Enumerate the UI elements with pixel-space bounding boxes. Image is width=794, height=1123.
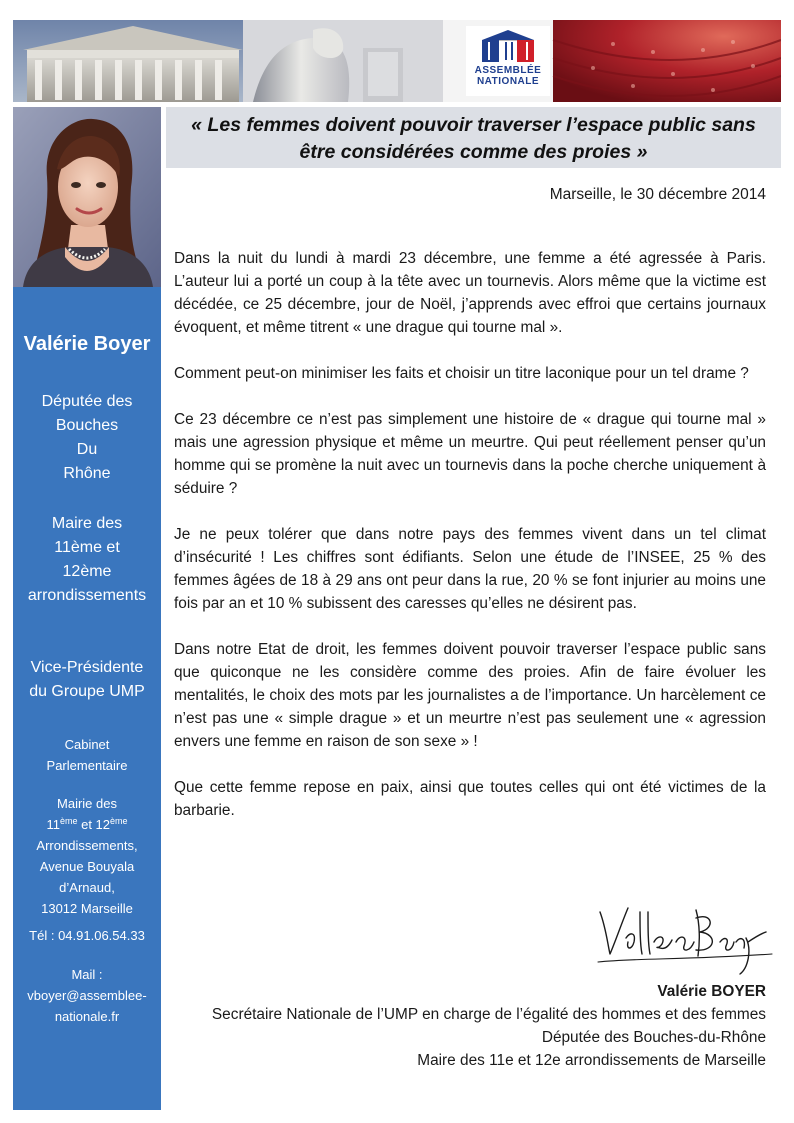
paragraph: Dans notre Etat de droit, les femmes doivent pouvoir traverser l’espace public sans que quiconque ne les considère comme des proies. Afin de faire évoluer les mentalités, le choix des mots par les journalistes a de l’importance. Un harcèlement ce n’est pas une « simple drague » et un meurtre n’est pas seulement une « agression envers une femme en raison de son sexe » ! bbox=[174, 641, 766, 750]
banner-photo-collage bbox=[13, 20, 781, 102]
signer-title: Députée des Bouches-du-Rhône bbox=[541, 1029, 766, 1046]
address-number: et 12 bbox=[77, 817, 111, 832]
letter-body bbox=[174, 247, 766, 845]
assemblee-emblem-icon bbox=[482, 30, 534, 62]
superscript: ème bbox=[110, 816, 128, 826]
sidebar-phone: Tél : 04.91.06.54.33 bbox=[29, 928, 145, 943]
headline-line1: « Les femmes doivent pouvoir traverser l’espace public sans bbox=[191, 114, 756, 136]
address-line: 13012 Marseille bbox=[41, 901, 133, 916]
assemblee-nationale-logo bbox=[466, 26, 550, 96]
signer-title: Maire des 11e et 12e arrondissements de Marseille bbox=[417, 1052, 766, 1069]
paragraph: Dans la nuit du lundi à mardi 23 décembre, une femme a été agressée à Paris. L’auteur lui a porté un coup à la tête avec un tournevis. Alors même que la victime est décédée, ce 25 décembre, jour de Noël, j’apprends avec effroi que certains journaux évoquent, et même titrent « une drague qui tourne mal ». bbox=[174, 250, 766, 336]
letter-date: Marseille, le 30 décembre 2014 bbox=[549, 186, 766, 203]
portrait-photo bbox=[13, 107, 161, 287]
signer-title: Secrétaire Nationale de l’UMP en charge de l’égalité des hommes et des femmes bbox=[211, 1006, 766, 1023]
sidebar-mail bbox=[13, 964, 161, 1027]
mail-address-line[interactable]: nationale.fr bbox=[54, 1009, 120, 1024]
sidebar-name: Valérie Boyer bbox=[23, 333, 151, 355]
title-bar bbox=[166, 107, 781, 168]
headline bbox=[166, 107, 781, 166]
logo-line1: ASSEMBLÉE bbox=[474, 65, 542, 76]
mail-address-line[interactable]: vboyer@assemblee- bbox=[27, 988, 147, 1003]
portrait-image bbox=[13, 107, 161, 287]
signature-block bbox=[186, 980, 766, 1072]
sidebar bbox=[13, 287, 161, 1110]
role-line: Maire des bbox=[51, 515, 123, 532]
role-line: Du bbox=[76, 441, 98, 458]
role-line: 11ème et bbox=[54, 539, 120, 556]
address-line: d’Arnaud, bbox=[59, 880, 115, 895]
signer-name: Valérie BOYER bbox=[657, 983, 766, 1000]
role-line: Bouches bbox=[55, 417, 119, 434]
role-line: Députée des bbox=[41, 393, 133, 410]
address-number: 11 bbox=[46, 817, 60, 832]
paragraph: Comment peut-on minimiser les faits et choisir un titre laconique pour un tel drame ? bbox=[174, 365, 749, 382]
address-line: Mairie des bbox=[57, 796, 117, 811]
role-line: arrondissements bbox=[27, 587, 147, 604]
paragraph: Ce 23 décembre ce n’est pas simplement une histoire de « drague qui tourne mal » mais une agression physique et même un meurtre. Qui peut réellement penser qu’un homme qui se promène la nuit avec un tournevis dans la poche cherche uniquement à séduire ? bbox=[174, 411, 766, 497]
header-banner bbox=[13, 20, 781, 102]
paragraph: Que cette femme repose en paix, ainsi que toutes celles qui ont été victimes de la barbarie. bbox=[174, 779, 766, 819]
role-line: Rhône bbox=[63, 465, 111, 482]
handwritten-signature bbox=[596, 898, 776, 978]
role-line: du Groupe UMP bbox=[29, 683, 145, 700]
sidebar-cabinet bbox=[13, 734, 161, 776]
role-line: Vice-Présidente bbox=[30, 659, 144, 676]
superscript: ème bbox=[59, 816, 78, 826]
address-line bbox=[13, 814, 161, 835]
headline-line2: être considérées comme des proies » bbox=[299, 141, 648, 163]
logo-line2: NATIONALE bbox=[476, 76, 540, 87]
paragraph: Je ne peux tolérer que dans notre pays des femmes vivent dans un tel climat d’insécurité ! Les chiffres sont édifiants. Selon une étude de l’INSEE, 25 % des femmes âgées de 18 à 29 ans ont peur dans la rue, 20 % se font injurier au moins une fois par an et 10 % subissent des caresses qu’elles ne désirent pas. bbox=[174, 526, 766, 612]
role-line: 12ème bbox=[62, 563, 112, 580]
sidebar-role-maire bbox=[13, 512, 161, 608]
sidebar-address bbox=[13, 793, 161, 919]
address-line: Arrondissements, bbox=[36, 838, 138, 853]
sidebar-role-deputee bbox=[13, 390, 161, 486]
mail-label: Mail : bbox=[71, 967, 103, 982]
sidebar-role-vice-presidente bbox=[13, 656, 161, 704]
cabinet-line: Cabinet bbox=[64, 737, 110, 752]
address-line: Avenue Bouyala bbox=[39, 859, 135, 874]
cabinet-line: Parlementaire bbox=[46, 758, 128, 773]
signature-icon bbox=[596, 898, 776, 978]
